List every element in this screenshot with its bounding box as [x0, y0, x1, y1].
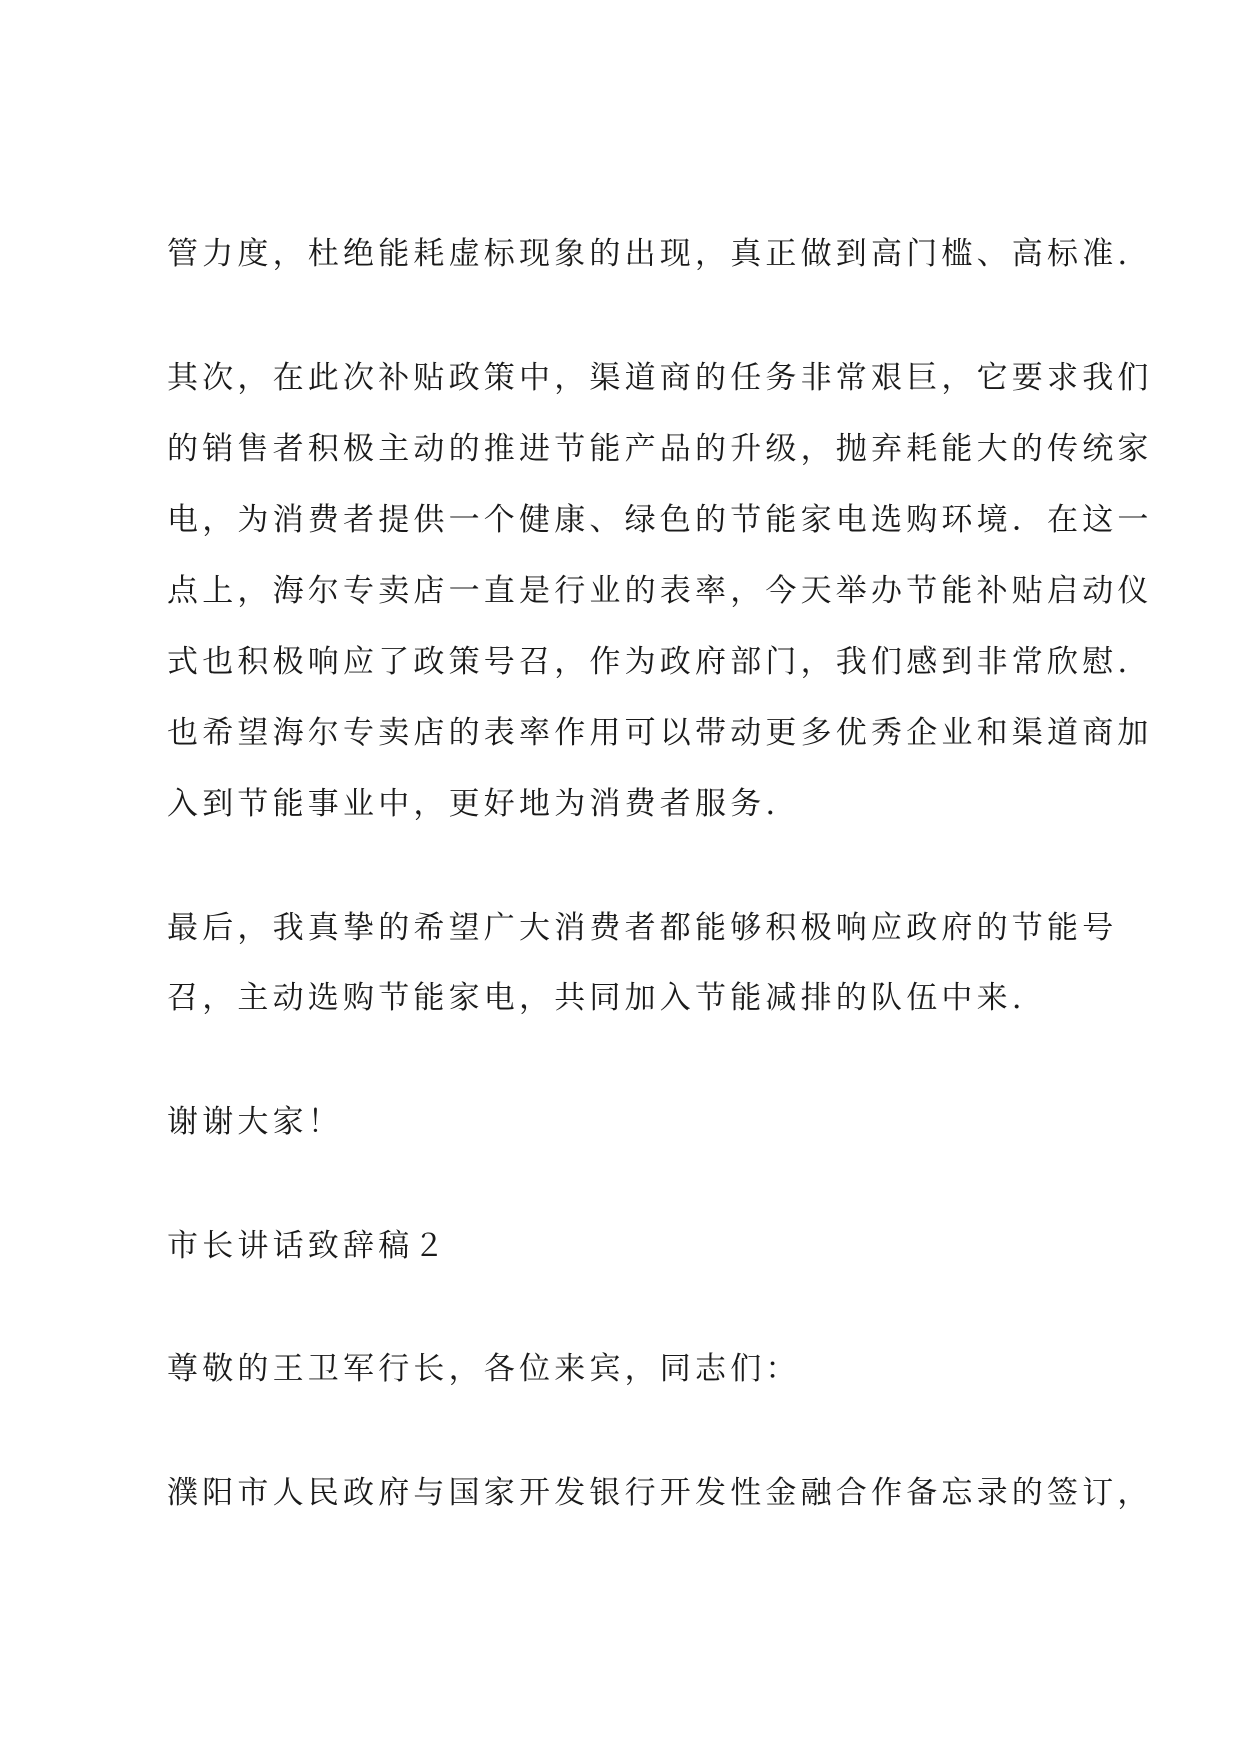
paragraph-line: 也希望海尔专卖店的表率作用可以带动更多优秀企业和渠道商加 [167, 715, 1153, 751]
paragraph-line: 管力度，杜绝能耗虚标现象的出现，真正做到高门槛、高标准. [167, 236, 1132, 272]
paragraph-line: 电，为消费者提供一个健康、绿色的节能家电选购环境．在这一 [167, 502, 1153, 538]
paragraph-line: 入到节能事业中，更好地为消费者服务. [167, 786, 780, 822]
paragraph-line: 召，主动选购节能家电，共同加入节能减排的队伍中来. [167, 980, 1026, 1016]
paragraph-line: 式也积极响应了政策号召，作为政府部门，我们感到非常欣慰. [167, 644, 1132, 680]
paragraph-line: 其次，在此次补贴政策中，渠道商的任务非常艰巨，它要求我们 [167, 360, 1153, 396]
paragraph-line: 的销售者积极主动的推进节能产品的升级，抛弃耗能大的传统家 [167, 431, 1153, 467]
paragraph-line: 濮阳市人民政府与国家开发银行开发性金融合作备忘录的签订， [167, 1475, 1153, 1511]
paragraph-line: 点上，海尔专卖店一直是行业的表率，今天举办节能补贴启动仪 [167, 573, 1153, 609]
section-title: 市长讲话致辞稿２ [167, 1228, 449, 1264]
paragraph-line: 最后，我真挚的希望广大消费者都能够积极响应政府的节能号 [167, 910, 1118, 946]
closing-line: 谢谢大家！ [167, 1104, 343, 1140]
salutation-line: 尊敬的王卫军行长，各位来宾，同志们： [167, 1351, 801, 1387]
